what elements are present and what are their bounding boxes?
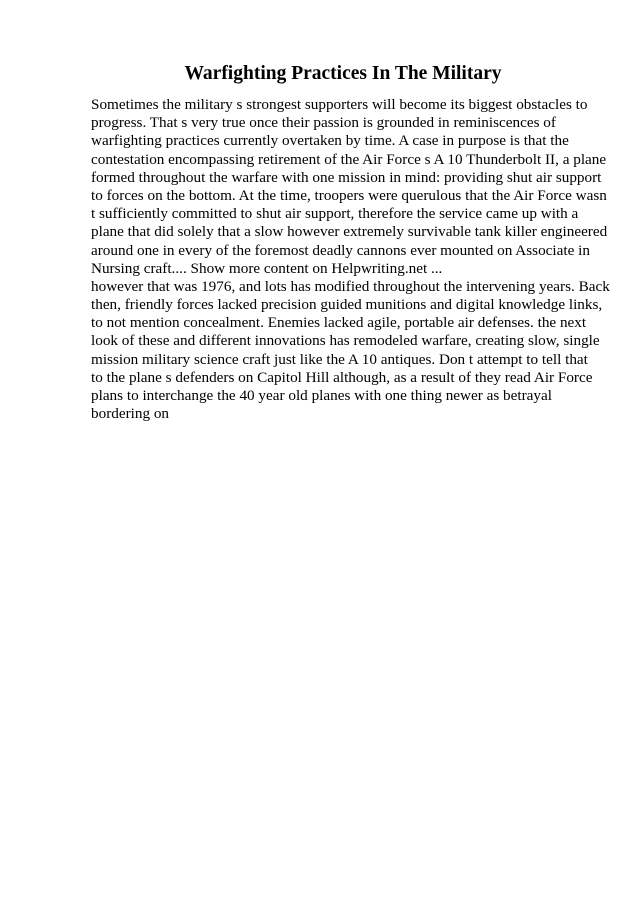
body-line: warfighting practices currently overtaken by time. A case in purpose is that the: [91, 132, 569, 150]
body-line: Sometimes the military s strongest supporters will become its biggest obstacles to: [91, 96, 588, 113]
body-line: progress. That s very true once their passion is grounded in reminiscences of: [91, 114, 556, 132]
body-line: formed throughout the warfare with one mission in mind: providing shut air support: [91, 168, 602, 186]
body-line: however that was 1976, and lots has modified throughout the intervening years. Back: [91, 277, 610, 295]
body-line: contestation encompassing retirement of the Air Force s A 10 Thunderbolt II, a plane: [91, 150, 607, 168]
body-line: to forces on the bottom. At the time, troopers were querulous that the Air Force wasn: [91, 186, 607, 204]
body-line: mission military science craft just like the A 10 antiques. Don t attempt to tell that: [91, 350, 588, 368]
document-title: Warfighting Practices In The Military: [184, 63, 502, 84]
document-body: [91, 96, 610, 423]
body-line: bordering on: [91, 405, 170, 423]
body-line: then, friendly forces lacked precision guided munitions and digital knowledge links,: [91, 296, 603, 314]
body-line: plane that did solely that a slow however extremely survivable tank killer engineered: [91, 223, 608, 241]
body-line: around one in every of the foremost deadly cannons ever mounted on Associate in: [91, 241, 590, 259]
body-line: to the plane s defenders on Capitol Hill although, as a result of they read Air Force: [91, 368, 593, 386]
body-line: t sufficiently committed to shut air support, therefore the service came up with a: [91, 205, 579, 223]
body-line: look of these and different innovations has remodeled warfare, creating slow, single: [91, 332, 600, 350]
body-line: to not mention concealment. Enemies lacked agile, portable air defenses. the next: [91, 314, 587, 332]
body-line: plans to interchange the 40 year old planes with one thing newer as betrayal: [91, 387, 552, 404]
body-line: Nursing craft.... Show more content on Helpwriting.net ...: [91, 259, 443, 277]
